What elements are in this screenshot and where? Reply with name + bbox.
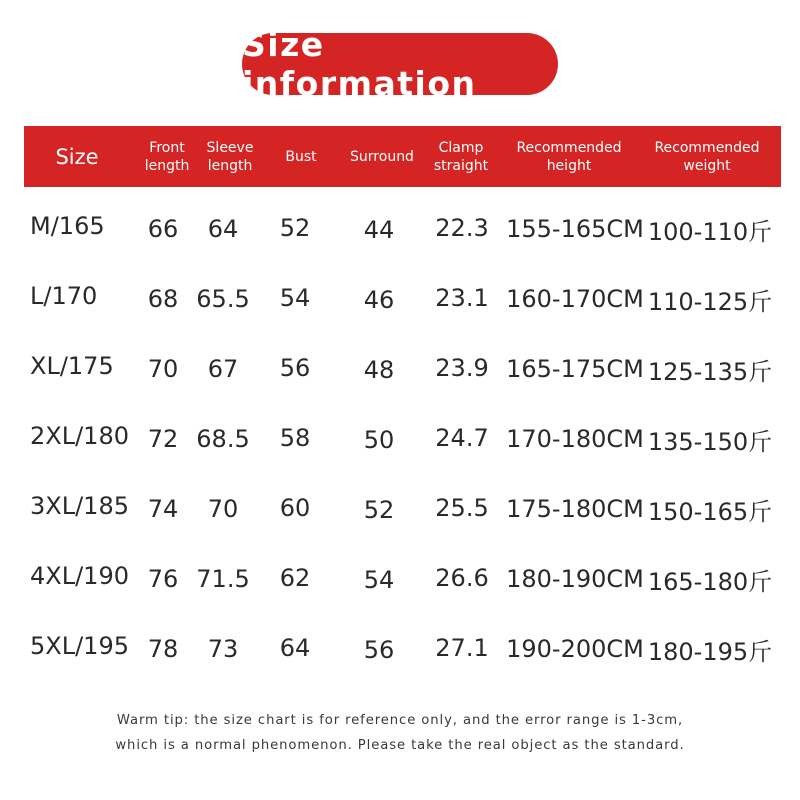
recommended-weight-cell: 165-180斤 [647, 567, 773, 596]
surround-cell: 48 [363, 356, 395, 384]
surround-cell: 54 [363, 566, 395, 594]
bust-cell: 52 [279, 214, 311, 242]
warm-tip-line-2: which is a normal phenomenon. Please take the real object as the standard. [115, 738, 685, 753]
sleeve-length-cell: 71.5 [196, 565, 250, 593]
table-header [24, 126, 781, 187]
recommended-weight-cell: 180-195斤 [647, 637, 773, 666]
bust-cell: 60 [279, 494, 311, 522]
clamp-straight-cell: 23.9 [435, 354, 489, 382]
recommended-height-cell: 175-180CM [506, 495, 644, 523]
recommended-height-cell: 170-180CM [506, 425, 644, 453]
bust-cell: 62 [279, 564, 311, 592]
size-cell: M/165 [30, 212, 105, 240]
title-banner [242, 25, 558, 103]
bust-cell: 58 [279, 424, 311, 452]
size-cell: L/170 [30, 282, 98, 310]
surround-cell: 44 [363, 216, 395, 244]
front-length-cell: 68 [147, 285, 179, 313]
table-row [0, 339, 800, 399]
table-row [0, 269, 800, 329]
recommended-weight-cell: 150-165斤 [647, 497, 773, 526]
sleeve-length-cell: 68.5 [196, 425, 250, 453]
recommended-height-cell: 155-165CM [506, 215, 644, 243]
recommended-height-cell: 190-200CM [506, 635, 644, 663]
header-bust: Bust [285, 148, 317, 165]
sleeve-length-cell: 70 [207, 495, 239, 523]
sleeve-length-cell: 73 [207, 635, 239, 663]
surround-cell: 56 [363, 636, 395, 664]
surround-cell: 52 [363, 496, 395, 524]
surround-cell: 46 [363, 286, 395, 314]
clamp-straight-cell: 26.6 [435, 564, 489, 592]
header-sleeve-length: Sleeve length [206, 139, 254, 174]
table-row [0, 409, 800, 469]
table-row [0, 199, 800, 259]
sleeve-length-cell: 65.5 [196, 285, 250, 313]
recommended-height-cell: 160-170CM [506, 285, 644, 313]
recommended-height-cell: 180-190CM [506, 565, 644, 593]
front-length-cell: 74 [147, 495, 179, 523]
recommended-weight-cell: 110-125斤 [647, 287, 773, 316]
front-length-cell: 70 [147, 355, 179, 383]
front-length-cell: 66 [147, 215, 179, 243]
bust-cell: 64 [279, 634, 311, 662]
clamp-straight-cell: 27.1 [435, 634, 489, 662]
table-row [0, 619, 800, 679]
recommended-weight-cell: 100-110斤 [647, 217, 773, 246]
clamp-straight-cell: 24.7 [435, 424, 489, 452]
recommended-weight-cell: 135-150斤 [647, 427, 773, 456]
front-length-cell: 76 [147, 565, 179, 593]
clamp-straight-cell: 25.5 [435, 494, 489, 522]
table-row [0, 479, 800, 539]
warm-tip-line-1: Warm tip: the size chart is for reference only, and the error range is 1-3cm, [116, 713, 684, 728]
header-size: Size [55, 144, 99, 169]
clamp-straight-cell: 23.1 [435, 284, 489, 312]
header-recommended-weight: Recommended weight [654, 139, 760, 174]
bust-cell: 56 [279, 354, 311, 382]
recommended-height-cell: 165-175CM [506, 355, 644, 383]
recommended-weight-cell: 125-135斤 [647, 357, 773, 386]
clamp-straight-cell: 22.3 [435, 214, 489, 242]
sleeve-length-cell: 64 [207, 215, 239, 243]
surround-cell: 50 [363, 426, 395, 454]
bust-cell: 54 [279, 284, 311, 312]
header-recommended-height: Recommended height [516, 139, 622, 174]
size-cell: 2XL/180 [30, 422, 129, 450]
size-cell: 4XL/190 [30, 562, 129, 590]
header-front-length: Front length [144, 139, 190, 174]
header-clamp-straight: Clamp straight [433, 139, 489, 174]
front-length-cell: 78 [147, 635, 179, 663]
size-cell: XL/175 [30, 352, 114, 380]
header-surround: Surround [350, 148, 414, 165]
sleeve-length-cell: 67 [207, 355, 239, 383]
table-row [0, 549, 800, 609]
size-cell: 3XL/185 [30, 492, 129, 520]
size-cell: 5XL/195 [30, 632, 129, 660]
front-length-cell: 72 [147, 425, 179, 453]
page-title: Size information [242, 25, 477, 103]
